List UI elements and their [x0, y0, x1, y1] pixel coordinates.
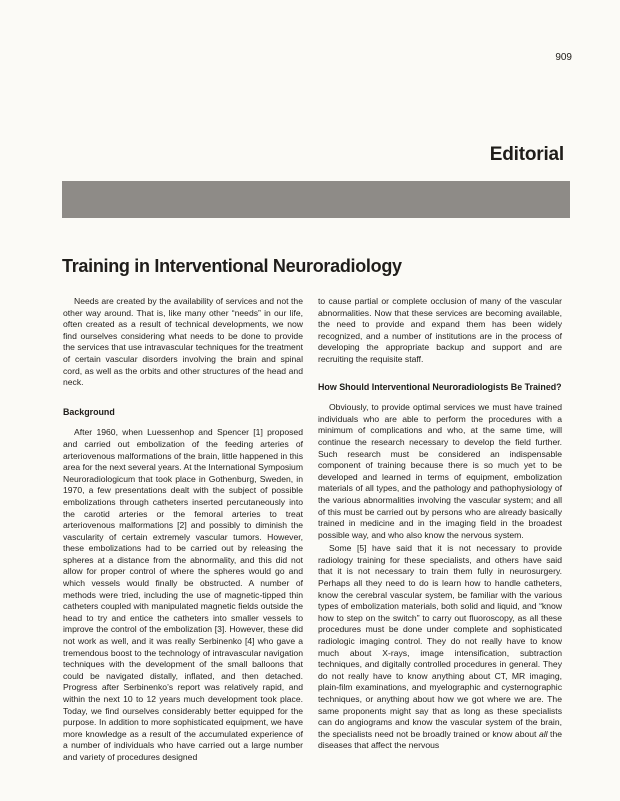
training-paragraph-2 [318, 543, 562, 752]
intro-paragraph: Needs are created by the availability of services and not the other way around. That is, like many other “needs” in our life, often created as a result of technical developments, we now find ourselves considering what needs to be done to provide the services that use intravascular techniques for the treatment of certain vascular disorders involving the brain and spinal cord, as well as the orbits and other structures of the head and neck. [63, 296, 303, 388]
article-title: Training in Interventional Neuroradiology [62, 256, 402, 276]
header-band [62, 181, 570, 218]
training-paragraph-2-end: the diseases that affect the nervous [318, 728, 562, 751]
section-label: Editorial [489, 144, 564, 165]
right-column [318, 296, 562, 752]
training-paragraph-2-start: Some [5] have said that it is not necessary to provide radiology training for these specialists, and others have said that it is not necessary to train them fully in neurosurgery. Perhaps all they need to do is learn how to handle catheters, know the cerebral vascular system, be familiar with the various types of embolization materials, both solid and liquid, and “know how to step on the switch” to carry out fluoroscopy, as all these procedures must be done under complete and sophisticated radiologic imaging control. They do not really have to know much about X-rays, image intensification, subtraction techniques, and digitally controlled procedures in general. They do not really have to know anything about CT, MR imaging, plain-film examinations, and myelographic and cysternographic techniques, or anything about how we got where we are. The same proponents might say that as long as these specialists can do angiograms and know the vascular system of the brain, the specialists need not be broadly trained or know about [318, 543, 562, 739]
left-column [63, 296, 303, 764]
page-number: 909 [555, 52, 572, 63]
heading-training: How Should Interventional Neuroradiologists Be Trained? [318, 381, 562, 392]
background-paragraph: After 1960, when Luessenhop and Spencer [1] proposed and carried out embolization of the feeding arteries of arteriovenous malformations of the brain, little happened in this area for the next several years. At the International Symposium Neuroradiologicum that took place in Gothenburg, Sweden, in 1970, a few presentations dealt with the subject of possible embolizations through catheters inserted percutaneously into the carotid arteries or the femoral arteries to treat arteriovenous malformations [2] and possibly to diminish the vascularity of certain extremely vascular tumors. However, these embolizations had to be carried out by releasing the spheres at a distance from the abnormality, and this did not allow for proper control of where the spheres would go and which vessels would finally be obstructed. A number of methods were tried, including the use of magnetic-tipped thin catheters coupled with manipulated magnetic fields outside the head to try and entice the catheters into smaller vessels to improve the control of the embolization [3]. However, these did not work as well, and it was really Serbinenko [4] who gave a tremendous boost to the technology of intravascular navigation techniques with the development of the small balloons that could be navigated distally, inflated, and then detached. Progress after Serbinenko’s report was relatively rapid, and within the next 10 to 12 years much development took place. Today, we find ourselves considerably better equipped for the purpose. In addition to more sophisticated equipment, we have more knowledge as a result of the accumulated experience of a number of individuals who have carried out a large number and variety of procedures designed [63, 427, 303, 762]
training-paragraph-1: Obviously, to provide optimal services we must have trained individuals who are able to perform the procedures with a minimum of complications and who, at the same time, will continue the research necessary to develop the field further. Such research must be considered an indispensable component of training because there is so much yet to be developed and learned in terms of equipment, embolization materials of all types, and the pathology and pathophysiology of the various abnormalities involving the vascular system; and all of this must be carried out by persons who are already basically trained in medicine and in the imaging field in the broadest possible way, and who also know the nervous system. [318, 402, 562, 540]
training-paragraph-2-italic: all [538, 728, 548, 739]
continuation-paragraph: to cause partial or complete occlusion of many of the vascular abnormalities. Now that these services are becoming available, the need to provide and expand them has been widely recognized, and a number of institutions are in the process of developing the appropriate backup and support and are recruiting the requisite staff. [318, 296, 562, 364]
heading-background: Background [63, 406, 115, 417]
